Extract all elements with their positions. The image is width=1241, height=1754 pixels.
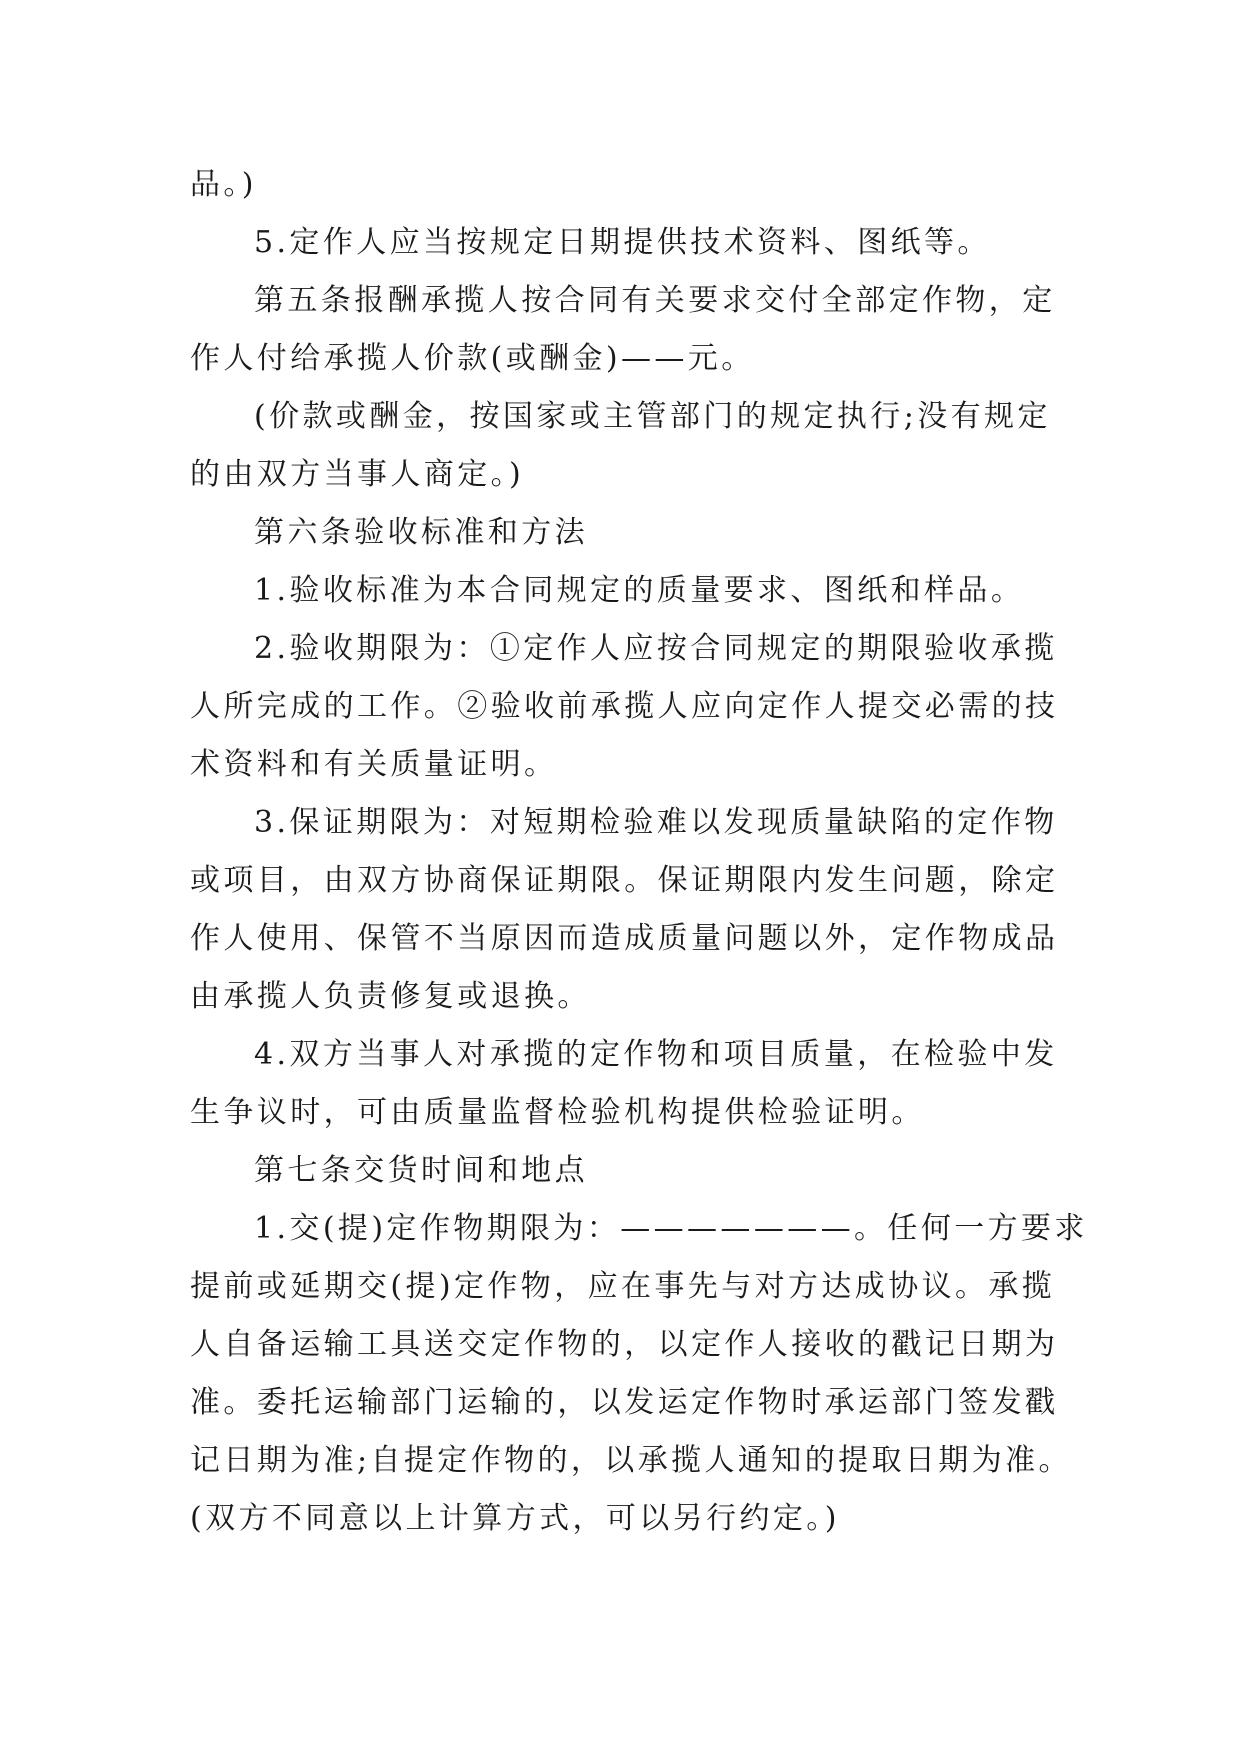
text-line: 生争议时，可由质量监督检验机构提供检验证明。 (190, 1095, 925, 1130)
text-line: 人所完成的工作。②验收前承揽人应向定作人提交必需的技 (190, 689, 1059, 724)
text-line: 或项目，由双方协商保证期限。保证期限内发生问题，除定 (190, 863, 1059, 898)
text-line: 第五条报酬承揽人按合同有关要求交付全部定作物，定 (254, 283, 1056, 318)
text-line: 5.定作人应当按规定日期提供技术资料、图纸等。 (254, 225, 991, 260)
text-line: 3.保证期限为：对短期检验难以发现质量缺陷的定作物 (254, 805, 1058, 840)
text-line: 术资料和有关质量证明。 (190, 747, 558, 782)
text-line: (价款或酬金，按国家或主管部门的规定执行;没有规定 (254, 399, 1051, 434)
text-line: 品。) (190, 167, 257, 202)
text-line: 2.验收期限为：①定作人应按合同规定的期限验收承揽 (254, 631, 1058, 666)
text-line: 的由双方当事人商定。) (190, 457, 525, 492)
section-heading: 第六条验收标准和方法 (254, 515, 588, 550)
text-line: 作人使用、保管不当原因而造成质量问题以外，定作物成品 (190, 921, 1059, 956)
text-line: 作人付给承揽人价款(或酬金)——元。 (190, 341, 755, 376)
text-line: 准。委托运输部门运输的，以发运定作物时承运部门签发戳 (190, 1385, 1059, 1420)
text-line: 1.验收标准为本合同规定的质量要求、图纸和样品。 (254, 573, 1025, 608)
text-line: (双方不同意以上计算方式，可以另行约定。) (190, 1501, 840, 1536)
text-line: 4.双方当事人对承揽的定作物和项目质量，在检验中发 (254, 1037, 1058, 1072)
text-line: 由承揽人负责修复或退换。 (190, 979, 591, 1014)
section-heading: 第七条交货时间和地点 (254, 1153, 588, 1188)
text-line: 1.交(提)定作物期限为：———————。任何一方要求 (254, 1211, 1088, 1246)
text-line: 提前或延期交(提)定作物，应在事先与对方达成协议。承揽 (190, 1269, 1056, 1304)
text-line: 人自备运输工具送交定作物的，以定作人接收的戳记日期为 (190, 1327, 1059, 1362)
text-line: 记日期为准;自提定作物的，以承揽人通知的提取日期为准。 (190, 1443, 1072, 1478)
